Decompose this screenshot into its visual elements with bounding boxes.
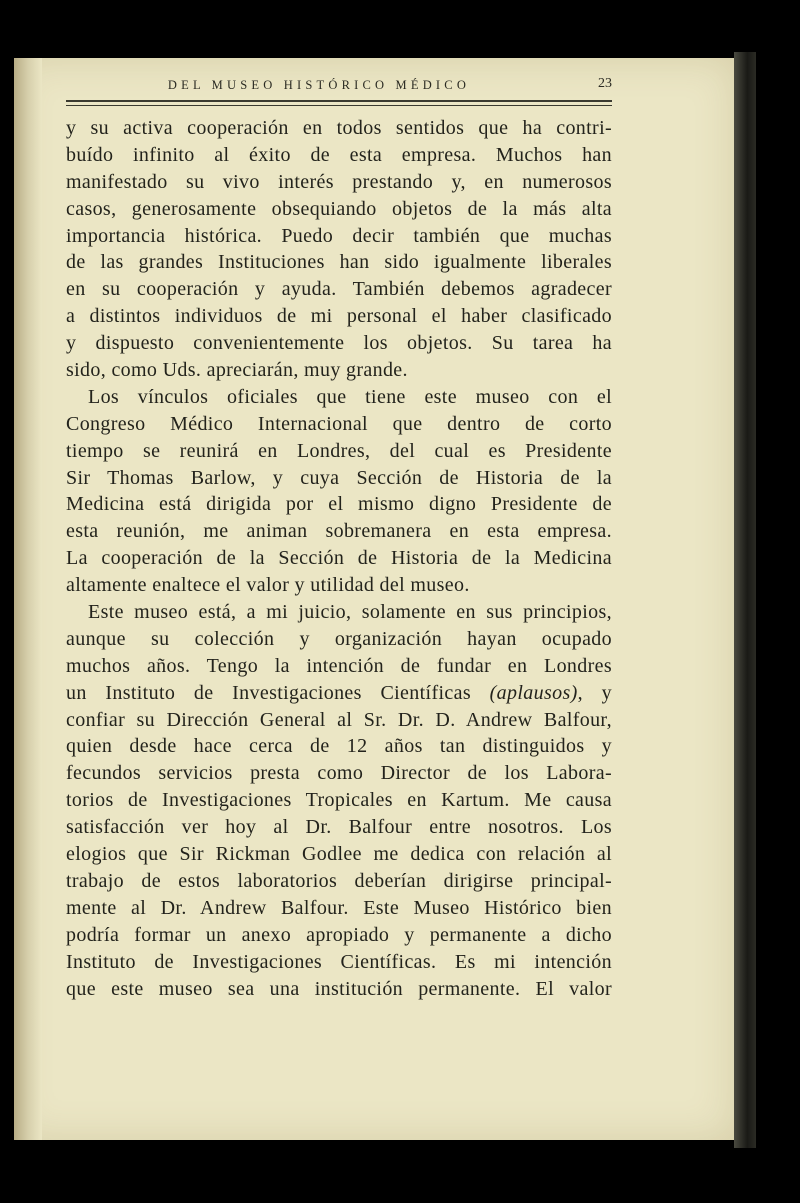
text-line-with-italic: [66, 680, 612, 707]
text-line: Medicina está dirigida por el mismo digno Presidente de: [66, 493, 612, 516]
text-line: aunque su colección y organización hayan ocupado: [66, 627, 612, 650]
text-line: fecundos servicios presta como Director de los Labora-: [66, 762, 612, 785]
text-line: casos, generosamente obsequiando objetos de la más alta: [66, 197, 612, 220]
text-line: en su cooperación y ayuda. También debemos agradecer: [66, 278, 612, 301]
text-line: importancia histórica. Puedo decir también que muchas: [66, 224, 612, 247]
text-line: elogios que Sir Rickman Godlee me dedica con relación al: [66, 843, 612, 866]
text-line: torios de Investigaciones Tropicales en Kartum. Me causa: [66, 789, 612, 812]
italic-aside: (aplausos): [489, 681, 578, 704]
text-line: Los vínculos oficiales que tiene este museo con el: [88, 385, 612, 408]
text-line: esta reunión, me animan sobremanera en esta empresa.: [66, 520, 612, 543]
text-line: y dispuesto convenientemente los objetos. Su tarea ha: [66, 332, 612, 355]
running-title: DEL MUSEO HISTÓRICO MÉDICO: [167, 78, 471, 92]
running-header: [66, 72, 612, 96]
text-line: manifestado su vivo interés prestando y, en numerosos: [66, 170, 612, 193]
text-line: podría formar un anexo apropiado y permanente a dicho: [66, 923, 612, 946]
text-line: y su activa cooperación en todos sentidos que ha contri-: [66, 117, 612, 139]
text-line: Congreso Médico Internacional que dentro de corto: [66, 412, 612, 435]
text-segment: un Instituto de Investigaciones Científicas: [66, 681, 471, 704]
text-line: buído infinito al éxito de esta empresa. Muchos han: [66, 143, 612, 166]
text-segment: , y: [577, 681, 612, 704]
text-line: trabajo de estos laboratorios deberían dirigirse principal-: [66, 869, 612, 892]
book-edge: [734, 52, 756, 1148]
text-line: mente al Dr. Andrew Balfour. Este Museo Histórico bien: [66, 896, 612, 919]
text-line: sido, como Uds. apreciarán, muy grande.: [66, 359, 408, 382]
header-rule-thick: [66, 100, 612, 102]
text-line: quien desde hace cerca de 12 años tan distinguidos y: [66, 735, 612, 758]
text-line: La cooperación de la Sección de Historia de la Medicina: [66, 547, 612, 570]
header-rule-thin: [66, 105, 612, 106]
text-line: Sir Thomas Barlow, y cuya Sección de Historia de la: [66, 466, 612, 489]
body-text: [66, 115, 612, 1002]
text-line: de las grandes Instituciones han sido igualmente liberales: [66, 251, 612, 274]
text-line: Instituto de Investigaciones Científicas. Es mi intención: [66, 950, 612, 973]
text-line: que este museo sea una institución permanente. El valor: [66, 977, 612, 1000]
text-line: a distintos individuos de mi personal el haber clasificado: [66, 305, 612, 328]
text-line: altamente enaltece el valor y utilidad del museo.: [66, 574, 470, 597]
page-number: 23: [598, 76, 612, 91]
text-line: muchos años. Tengo la intención de fundar en Londres: [66, 654, 612, 677]
text-line: satisfacción ver hoy al Dr. Balfour entre nosotros. Los: [66, 816, 612, 839]
text-line: confiar su Dirección General al Sr. Dr. D. Andrew Balfour,: [66, 708, 612, 731]
text-line: tiempo se reunirá en Londres, del cual es Presidente: [66, 439, 612, 462]
text-line: Este museo está, a mi juicio, solamente en sus principios,: [88, 601, 612, 624]
page-gutter: [14, 58, 42, 1140]
